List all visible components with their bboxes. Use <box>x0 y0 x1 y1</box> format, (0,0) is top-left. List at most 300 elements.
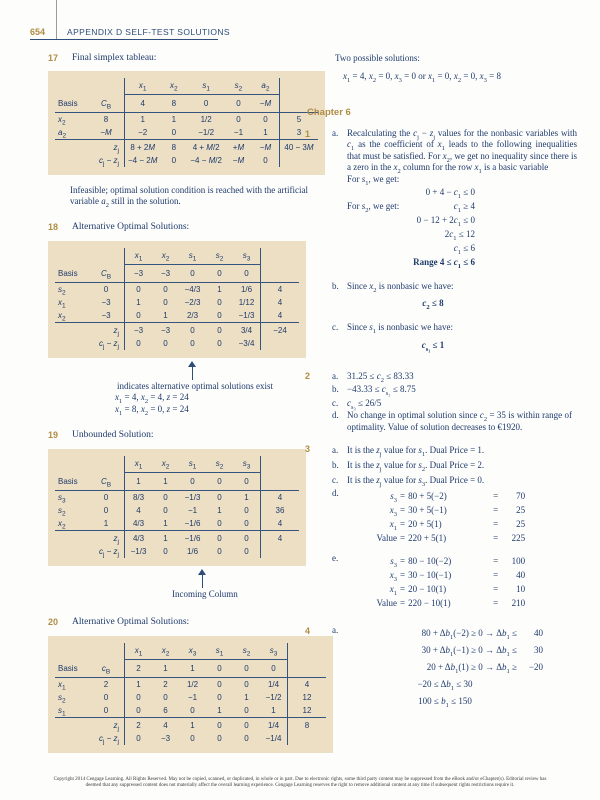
tableau-cell: 4 <box>261 283 300 297</box>
tableau-cell: 4 + M/2 <box>192 143 220 152</box>
tableau-cell: −1/2 <box>187 126 225 140</box>
tableau-cell: −24 <box>261 323 300 338</box>
arrow-caption: indicates alternative optimal solutions exist <box>117 381 273 391</box>
annotation-19 <box>36 569 312 600</box>
tableau-cell: 12 <box>288 691 327 704</box>
tableau-cell: −3/4 <box>238 339 255 348</box>
tableau-cell: $s_1$ <box>55 704 88 718</box>
calc-row: $80 + \Delta b_1(-2) \ge 0 \to \Delta b_1$ ≤ 40 <box>421 627 543 641</box>
tableau-cell: $s_2$ <box>58 506 66 518</box>
part-b <box>332 281 581 310</box>
tableau-cell: 1 <box>206 704 233 718</box>
tableau-cell: 4 <box>288 678 327 692</box>
tableau-cell: $x_2$ <box>152 248 179 265</box>
tableau-cell: −1/3 <box>233 309 261 323</box>
tableau-cell: 0 <box>103 693 109 702</box>
part-a <box>332 370 581 384</box>
tableau-cell: −3 <box>101 298 111 307</box>
tableau-cell: 1/6 <box>186 547 199 556</box>
tableau-cell: 1 <box>252 126 280 140</box>
tableau-cell: 1 <box>152 660 179 678</box>
calc-row: $x_1$ = 20 − 10(1) = 10 <box>389 583 526 597</box>
tableau-cell: −3 <box>125 265 153 283</box>
solution-item-3 <box>305 443 581 610</box>
item-number: 18 <box>48 222 59 232</box>
tableau-cell: 0 <box>217 680 222 689</box>
tableau-cell <box>88 456 125 473</box>
calc-row: $s_3$ = 80 + 5(−2) = 70 <box>390 491 526 504</box>
part-label: b. <box>332 281 339 292</box>
tableau-cell: 1 <box>152 517 179 531</box>
tableau-cell: 0 <box>125 309 153 323</box>
equation: $-20 \le \Delta b_1 \le 30$ <box>417 678 473 692</box>
for-s1-text: For $s_1$, we get: <box>347 173 400 187</box>
tableau-cell: −M <box>232 156 245 165</box>
arrow-caption: Incoming Column <box>172 589 238 599</box>
tableau-cell: 8/3 <box>125 491 153 505</box>
tableau-cell: −M <box>252 95 280 113</box>
tableau-cell: 1 <box>190 721 195 730</box>
tableau-cell: $z_j$ <box>113 143 119 155</box>
tableau-cell: 0 <box>244 680 249 689</box>
tableau-cell: 0 <box>125 691 153 704</box>
tableau-cell: $s_1$ <box>187 78 225 95</box>
tableau-cell: $s_1$ <box>206 643 233 660</box>
part-d <box>332 410 581 433</box>
part-label: d. <box>332 410 339 421</box>
tableau-cell: $c_j - z_j$ <box>98 156 119 168</box>
tableau-cell: $x_1$ <box>125 456 153 473</box>
tableau-cell: $z_j$ <box>113 326 119 338</box>
copyright-line: Copyright 2014 Cengage Learning. All Rights Reserved. May not be copied, scanned, or duplicated, in whole or in part. Due to electronic rights, some third party content may be suppressed from the eBook and/or eChapter(s). Editorial review has <box>53 777 547 782</box>
tableau-cell: 0 <box>260 660 288 678</box>
annotation-18 <box>36 361 312 415</box>
tableau-cell: 0 <box>190 734 195 743</box>
calc-row: $s_3$ = 80 − 10(−2) = 100 <box>390 556 526 570</box>
tableau-cell <box>261 337 300 350</box>
tableau-cell: 3 <box>279 126 318 140</box>
part-label: c. <box>332 322 339 333</box>
tableau-cell: 2/3 <box>179 309 206 323</box>
tableau-cell: $C_B$ <box>88 473 125 491</box>
tableau-cell <box>55 78 88 95</box>
tableau-cell <box>288 732 327 745</box>
tableau-cell: 1 <box>217 285 222 294</box>
header-rule <box>30 39 218 40</box>
tableau-cell: 4 <box>125 504 153 517</box>
tableau-cell: 8 <box>288 718 327 733</box>
part-label: d. <box>332 488 339 499</box>
tableau-cell: −3 <box>160 326 171 335</box>
tableau-cell: 0 <box>179 704 206 718</box>
tableau-cell: 0 <box>190 326 195 335</box>
tableau-cell: 0 <box>160 126 187 140</box>
tableau-cell: 0 <box>233 473 261 491</box>
tableau-cell: $s_2$ <box>225 78 252 95</box>
tableau-cell: 1 <box>88 517 125 531</box>
two-solutions-eq: $x_1 = 4$, $x_2 = 0$, $x_3 = 0$ or $x_1 = 0$, $x_2 = 0$, $x_3 = 8$ <box>343 71 501 84</box>
equation: $c_1 \ge 4$ <box>453 201 475 214</box>
tableau-cell: 1 <box>125 473 153 491</box>
tableau-cell: 0 <box>163 339 168 348</box>
tableau-cell: $s_2$ <box>206 248 233 265</box>
tableau-cell: −1 <box>187 693 198 702</box>
tableau-cell: −1/6 <box>179 517 206 531</box>
tableau-cell <box>88 248 125 265</box>
tableau-cell: $x_2$ <box>152 643 179 660</box>
for-s2-text: For $s_2$, we get: <box>347 201 400 214</box>
tableau-cell: 1/2 <box>200 115 212 124</box>
tableau-cell: 0 <box>125 732 153 745</box>
tableau-cell: 0 <box>125 283 153 297</box>
item-title: Final simplex tableau: <box>72 53 157 63</box>
tableau-cell: 1 <box>244 493 249 502</box>
tableau-cell: 0 <box>163 506 168 515</box>
tableau-cell: 8 <box>171 143 177 152</box>
copyright-line: deemed that any suppressed content does not materially affect the overall learning experience. Cengage Learning reserves the right to remove additional content at any time if subsequent rights restrictions require it. <box>85 783 515 789</box>
tableau-cell: 0 <box>206 660 233 678</box>
tableau-cell: 0 <box>206 309 233 323</box>
tableau-cell: $s_2$ <box>58 285 66 297</box>
tableau-cell: 0 <box>163 547 168 556</box>
calc-row: $x_3$ = 30 − 10(−1) = 40 <box>389 570 526 583</box>
range-equation: Range $4 \le c_1 \le 6$ <box>413 257 475 270</box>
tableau-cell: −1 <box>225 126 252 140</box>
solution-line: $x_1 = 4$, $x_2 = 4$, z = 24 <box>115 392 189 405</box>
tableau-cell: 0 <box>217 534 222 543</box>
tableau-cell: 1 <box>171 115 177 124</box>
tableau-cell <box>261 265 300 283</box>
tableau-cell: 0 <box>206 517 233 531</box>
part-label: e. <box>332 553 339 564</box>
tableau-cell: $x_1$ <box>58 680 66 692</box>
part-a-text: It is the $z_j$ value for $s_1$. Dual Price = 1. <box>347 445 485 458</box>
equation: $c_1 \le 6$ <box>453 243 475 256</box>
tableau-cell: 1 <box>179 660 206 678</box>
part-label: b. <box>332 460 339 471</box>
tableau-cell: 1 <box>125 296 153 309</box>
up-arrow-icon <box>188 361 197 380</box>
tableau-cell: 0 <box>233 517 261 531</box>
equation: $31.25 \le c_2 \le 83.33$ <box>347 370 414 384</box>
tableau-cell: −4 − M/2 <box>190 156 222 165</box>
tableau-cell: $c_j - z_j$ <box>98 547 119 559</box>
tableau-cell: 0 <box>244 506 249 515</box>
tableau-cell <box>261 545 300 558</box>
part-label: a. <box>332 370 339 381</box>
tableau-cell: 0 <box>217 693 222 702</box>
tableau-cell: 1/4 <box>267 680 280 689</box>
tableau-cell: $C_B$ <box>88 265 125 283</box>
tableau-cell: −3 <box>152 265 179 283</box>
tableau-cell: $s_3$ <box>260 643 288 660</box>
tableau-cell: $a_2$ <box>252 78 280 95</box>
tableau-cell: $x_2$ <box>58 115 66 127</box>
tableau-cell: $z_j$ <box>113 534 119 546</box>
tableau-cell: 0 <box>103 285 109 294</box>
tableau-cell: 4 <box>261 531 300 546</box>
item-number: 17 <box>48 53 59 63</box>
part-label: a. <box>332 624 339 635</box>
calc-row: $30 + \Delta b_1(-1) \ge 0 \to \Delta b_1$ ≤ 30 <box>421 644 543 658</box>
tableau-cell <box>55 456 88 473</box>
item-title: Alternative Optimal Solutions: <box>72 222 190 232</box>
simplex-tableau-grid <box>55 78 318 167</box>
tableau-cell: $s_3$ <box>233 248 261 265</box>
equation: $c_{s_1} \le 1$ <box>421 339 445 353</box>
tableau-cell: 40 − 3M <box>279 140 318 155</box>
tableau-cell: 4 <box>261 491 300 505</box>
running-header: APPENDIX D SELF-TEST SOLUTIONS <box>67 27 230 37</box>
tableau-cell: $s_2$ <box>58 693 66 705</box>
part-c <box>332 322 581 351</box>
tableau-cell: 0 <box>163 693 168 702</box>
item-number: 1 <box>305 129 311 139</box>
tableau-cell: 1 <box>217 506 222 515</box>
tableau-cell: 4/3 <box>125 517 153 531</box>
header-divider <box>56 0 57 40</box>
simplex-tableau-20 <box>48 636 333 753</box>
tableau-cell <box>261 473 300 491</box>
tableau-cell <box>55 248 88 265</box>
solution-item-2 <box>305 370 581 433</box>
simplex-tableau-19 <box>48 449 306 566</box>
tableau-cell: Basis <box>55 265 88 283</box>
tableau-cell: 0 <box>171 156 177 165</box>
tableau-cell: 0 <box>244 547 249 556</box>
tableau-cell: 1/12 <box>238 298 255 307</box>
part-c <box>332 473 581 488</box>
tableau-cell: −4 − 2M <box>125 154 161 167</box>
item-number: 19 <box>48 430 59 440</box>
tableau-cell: 0 <box>233 265 261 283</box>
tableau-cell: 1/4 <box>267 721 280 730</box>
tableau-cell: −1 <box>187 506 198 515</box>
tableau-cell: −1/2 <box>265 693 282 702</box>
tableau-cell: −1/3 <box>184 493 201 502</box>
tableau-cell: $x_2$ <box>160 78 187 95</box>
tableau-cell: 0 <box>217 721 222 730</box>
item-number: 3 <box>305 444 311 455</box>
part-c-text: It is the $z_j$ value for $s_3$. Dual Price = 0. <box>347 475 485 488</box>
calc-row: $x_3$ = 30 + 5(−1) = 25 <box>389 504 526 518</box>
simplex-tableau-grid <box>55 248 299 350</box>
tableau-cell: $s_3$ <box>58 493 66 505</box>
tableau-cell: 1 <box>152 473 179 491</box>
tableau-cell: −3 <box>125 323 153 338</box>
right-column <box>305 52 581 710</box>
tableau-cell: 1 <box>244 693 249 702</box>
calc-row: Value = 220 − 10(1) = 210 <box>376 597 526 608</box>
part-d <box>332 488 581 545</box>
tableau-cell: 1/2 <box>186 680 199 689</box>
tableau-cell: 4/3 <box>125 531 153 546</box>
tableau-cell: 2 <box>125 660 153 678</box>
tableau-cell: $C_B$ <box>88 95 125 113</box>
tableau-cell: 0 <box>88 704 125 718</box>
tableau-cell: 0 <box>263 115 268 124</box>
tableau-cell: Basis <box>55 95 88 113</box>
tableau-cell: 8 + 2M <box>125 140 161 155</box>
simplex-tableau-grid <box>55 456 299 558</box>
tableau-cell: 8 <box>160 95 187 113</box>
left-column <box>36 52 312 753</box>
tableau-cell: −1/4 <box>265 734 282 743</box>
tableau-cell: 0 <box>190 339 195 348</box>
tableau-cell: 36 <box>261 504 300 517</box>
calc-row: Value = 220 + 5(1) = 225 <box>376 532 526 543</box>
equation: $0 + 4 - c_1 \le 0$ <box>425 187 475 200</box>
tableau-cell: 0 <box>217 493 222 502</box>
simplex-tableau-17 <box>48 71 325 175</box>
tableau-cell: 0 <box>163 285 168 294</box>
tableau-cell: 0 <box>217 326 222 335</box>
tableau-cell: $x_3$ <box>179 643 206 660</box>
calc-row: $20 + \Delta b_1(1) \ge 0 \to \Delta b_1$ ≥ −20 <box>426 661 543 675</box>
tableau-cell: $x_2$ <box>55 309 88 323</box>
page-number: 654 <box>30 27 46 37</box>
tableau-cell: 0 <box>187 95 225 113</box>
part-label: c. <box>332 475 339 486</box>
tableau-cell: 4 <box>261 296 300 309</box>
up-arrow-icon <box>198 569 207 588</box>
tableau-cell <box>261 456 300 473</box>
item-18-heading <box>48 221 312 233</box>
tableau-cell: −2/3 <box>184 298 201 307</box>
tableau-cell: $c_j - z_j$ <box>98 734 119 746</box>
tableau-cell: $s_2$ <box>233 643 260 660</box>
item-number: 4 <box>305 625 311 636</box>
tableau-cell: 0 <box>103 506 109 515</box>
tableau-cell: −4/3 <box>184 285 201 294</box>
part-c-text: Since $s_1$ is nonbasic we have: <box>347 322 453 336</box>
solution-item-1 <box>305 128 581 352</box>
tableau-cell: 0 <box>125 704 153 718</box>
calc-row: $x_1$ = 20 + 5(1) = 25 <box>389 518 526 532</box>
tableau-cell: 4 <box>261 517 300 531</box>
tableau-cell: 1 <box>125 113 161 127</box>
solution-item-4 <box>305 625 581 710</box>
part-b-text: Since $x_2$ is nonbasic we have: <box>347 281 454 294</box>
tableau-cell: 0 <box>225 95 252 113</box>
tableau-cell: 0 <box>236 115 241 124</box>
part-label: a. <box>332 128 339 138</box>
tableau-cell: $x_1$ <box>58 298 66 310</box>
tableau-cell: 0 <box>206 265 233 283</box>
part-b <box>332 383 581 397</box>
tableau-cell: 12 <box>288 704 327 718</box>
tableau-cell: $a_2$ <box>55 126 88 140</box>
tableau-cell: $x_2$ <box>55 517 88 531</box>
simplex-tableau-18 <box>48 241 306 358</box>
tableau-cell: 0 <box>179 473 206 491</box>
tableau-cell: 1/6 <box>240 285 253 294</box>
tableau-cell: 0 <box>217 298 222 307</box>
item-title: Unbounded Solution: <box>72 430 154 440</box>
tableau-cell: 0 <box>206 473 233 491</box>
tableau-cell: 1 <box>163 534 168 543</box>
equation: $0 - 12 + 2c_1 \le 0$ <box>416 215 475 228</box>
part-b <box>332 458 581 473</box>
equation: $c_2 \le 8$ <box>422 298 444 312</box>
tableau-cell: $x_1$ <box>125 248 153 265</box>
part-d-text: No change in optimal solution since $c_2 = 35$ is within range of optimality. Value of solution decreases to €1920. <box>347 410 572 432</box>
tableau-cell: 0 <box>103 493 109 502</box>
tableau-cell: 4 <box>261 309 300 323</box>
tableau-cell: 1 <box>152 309 179 323</box>
part-label: c. <box>332 397 339 408</box>
tableau-cell: $s_3$ <box>233 456 261 473</box>
tableau-cell: $x_1$ <box>125 78 161 95</box>
item-17-note: Infeasible; optimal solution condition is reached with the artificial variable $a_2$ still in the solution. <box>70 185 308 209</box>
tableau-cell: Basis <box>55 660 88 678</box>
tableau-cell: 0 <box>163 298 168 307</box>
tableau-cell: $c_j - z_j$ <box>98 339 119 351</box>
tableau-cell <box>88 78 125 95</box>
tableau-cell: 1 <box>125 678 153 692</box>
tableau-cell: −3 <box>88 309 125 323</box>
tableau-cell: $s_2$ <box>206 456 233 473</box>
item-20-heading <box>48 616 312 628</box>
equation: $c_{s_3} \le 26/5$ <box>347 397 382 411</box>
part-a <box>332 625 581 710</box>
item-19-heading <box>48 429 312 441</box>
tableau-cell: −2 <box>125 126 161 140</box>
part-c <box>332 397 581 411</box>
tableau-cell: −M <box>88 126 125 140</box>
part-label: a. <box>332 445 339 456</box>
tableau-cell: 0 <box>163 493 168 502</box>
equation: $100 \le b_1 \le 150$ <box>418 695 472 709</box>
tableau-cell <box>88 643 125 660</box>
tableau-cell: 2 <box>125 718 153 733</box>
part-a <box>332 128 581 269</box>
tableau-cell: Basis <box>55 473 88 491</box>
tableau-cell: −M <box>259 143 272 152</box>
copyright-footer <box>10 777 590 790</box>
item-number: 2 <box>305 370 311 381</box>
part-a-text: Recalculating the $c_j - z_j$ values for the nonbasic variables with $c_1$ as the coefficient of $x_1$ leads to the following inequalities that must be satisfied. For $x_2$, we get no inequality since there is a zero in the $x_2$ column for the row $x_1$ is a basic variable <box>347 128 577 176</box>
tableau-cell: 4 <box>163 721 168 730</box>
item-title: Alternative Optimal Solutions: <box>72 617 190 627</box>
tableau-cell: −3 <box>160 734 171 743</box>
tableau-cell: 6 <box>152 704 179 718</box>
part-b-text: It is the $z_j$ value for $s_2$. Dual Price = 2. <box>347 460 485 473</box>
simplex-tableau-grid <box>55 643 326 745</box>
tableau-cell: 2 <box>103 680 109 689</box>
tableau-cell: 0 <box>244 721 249 730</box>
tableau-cell: −1/3 <box>125 545 153 558</box>
tableau-cell <box>261 248 300 265</box>
tableau-cell: $x_1$ <box>125 643 153 660</box>
tableau-cell: $x_2$ <box>152 456 179 473</box>
tableau-cell: 0 <box>233 704 260 718</box>
part-e <box>332 553 581 610</box>
tableau-cell: 0 <box>217 339 222 348</box>
tableau-cell: 0 <box>244 734 249 743</box>
tableau-cell: 0 <box>233 660 260 678</box>
part-a <box>332 443 581 458</box>
chapter-heading: Chapter 6 <box>307 107 351 118</box>
tableau-cell: 5 <box>279 113 318 127</box>
equation: $2c_1 \le 12$ <box>444 229 475 242</box>
tableau-cell: $s_1$ <box>179 456 206 473</box>
tableau-cell: 0 <box>244 534 249 543</box>
item-17-heading <box>48 52 312 64</box>
tableau-cell: 0 <box>217 734 222 743</box>
tableau-cell: 0 <box>217 547 222 556</box>
two-solutions-title: Two possible solutions: <box>335 53 420 63</box>
